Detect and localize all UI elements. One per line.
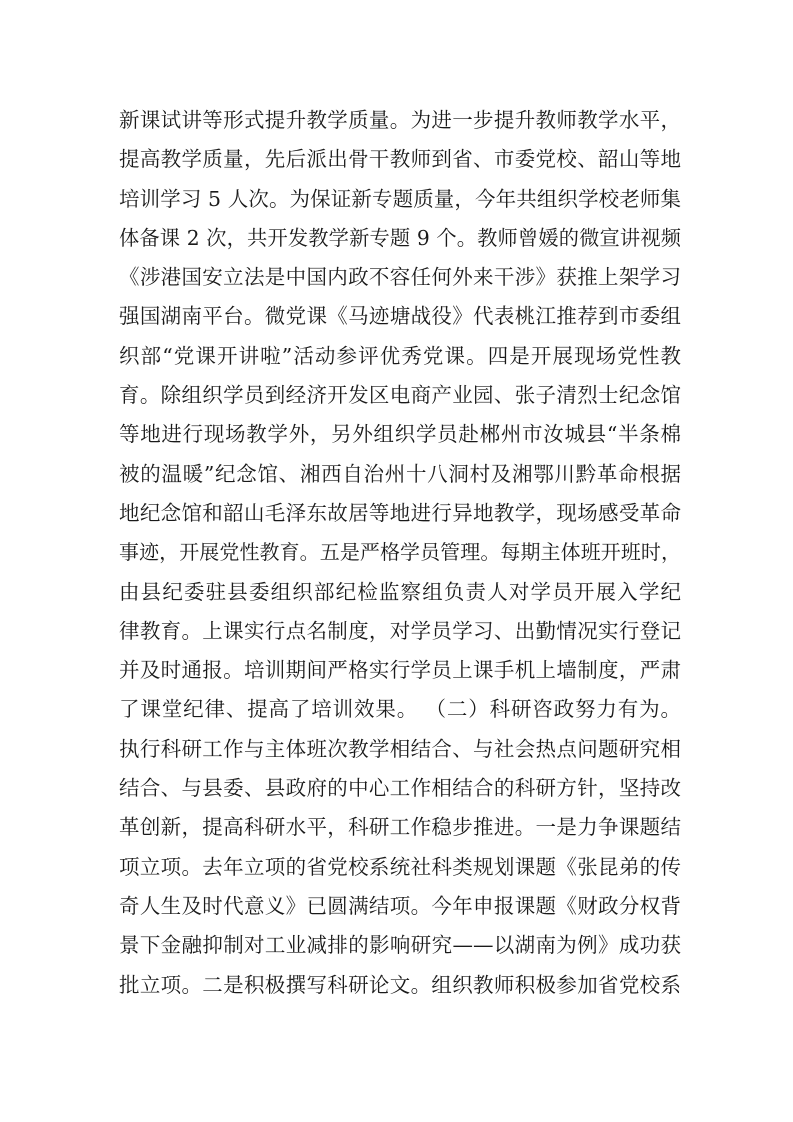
text-line-2: 提高教学质量，先后派出骨干教师到省、市委党校、韶山等地 [119,147,681,172]
text-line-6: 强国湖南平台。微党课《马迹塘战役》代表桃江推荐到市委组 [119,304,681,329]
text-line-1: 新课试讲等形式提升教学质量。为进一步提升教师教学水平， [119,108,681,132]
text-line-4: 体备课 2 次，共开发教学新专题 9 个。教师曾媛的微宣讲视频 [119,225,681,250]
text-line-11: 地纪念馆和韶山毛泽东故居等地进行异地教学，现场感受革命 [119,500,681,525]
text-line-14: 律教育。上课实行点名制度，对学员学习、出勤情况实行登记 [119,618,681,643]
text-line-9: 等地进行现场教学外，另外组织学员赴郴州市汝城县“半条棉 [119,422,681,447]
text-line-15: 并及时通报。培训期间严格实行学员上课手机上墙制度，严肃 [119,658,681,683]
text-line-23: 批立项。二是积极撰写科研论文。组织教师积极参加省党校系 [119,972,681,997]
text-line-16: 了课堂纪律、提高了培训效果。 （二）科研咨政努力有为。 [119,697,681,722]
text-line-20: 项立项。去年立项的省党校系统社科类规划课题《张昆弟的传 [119,854,681,879]
text-line-10: 被的温暖”纪念馆、湘西自治州十八洞村及湘鄂川黔革命根据 [119,461,681,486]
text-line-8: 育。除组织学员到经济开发区电商产业园、张子清烈士纪念馆 [119,383,681,408]
text-line-17: 执行科研工作与主体班次教学相结合、与社会热点问题研究相 [119,736,681,761]
text-line-13: 由县纪委驻县委组织部纪检监察组负责人对学员开展入学纪 [119,579,681,604]
text-line-18: 结合、与县委、县政府的中心工作相结合的科研方针，坚持改 [119,776,681,801]
text-line-21: 奇人生及时代意义》已圆满结项。今年申报课题《财政分权背 [119,893,681,918]
text-line-5: 《涉港国安立法是中国内政不容任何外来干涉》获推上架学习 [119,265,681,290]
text-line-22: 景下金融抑制对工业减排的影响研究——以湖南为例》成功获 [119,933,681,958]
text-line-7: 织部“党课开讲啦”活动参评优秀党课。四是开展现场党性教 [119,343,681,368]
text-line-12: 事迹，开展党性教育。五是严格学员管理。每期主体班开班时， [119,540,681,565]
text-line-19: 革创新，提高科研水平，科研工作稳步推进。一是力争课题结 [119,815,681,840]
text-line-3: 培训学习 5 人次。为保证新专题质量，今年共组织学校老师集 [119,186,681,211]
body-text [119,101,681,1005]
